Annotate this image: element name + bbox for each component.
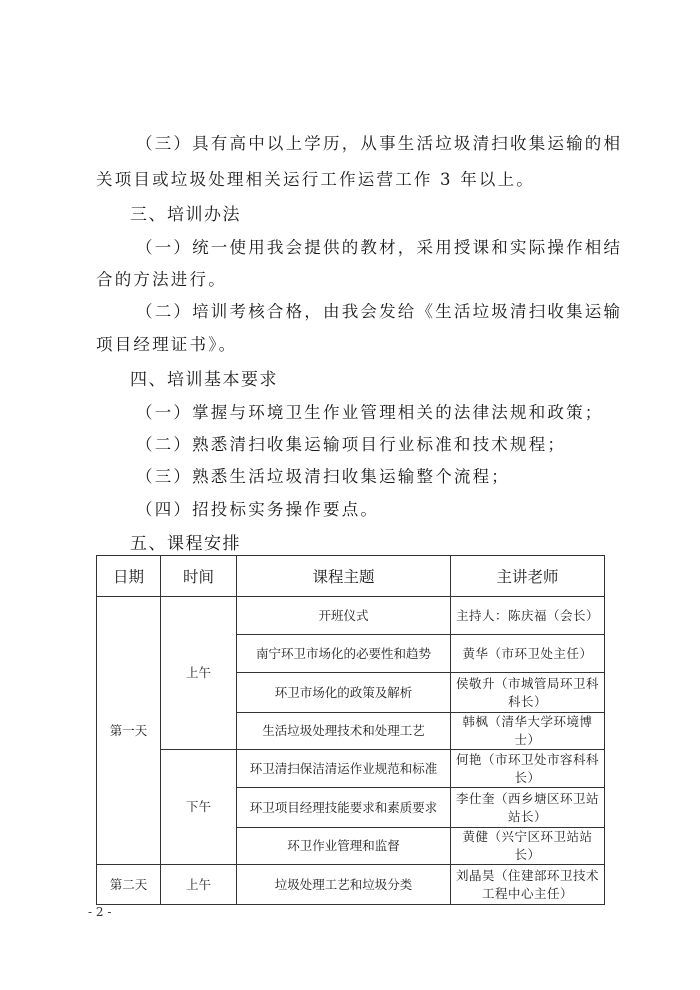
requirement-item-2: （二）熟悉清扫收集运输项目行业标准和技术规程； xyxy=(136,435,567,454)
section-heading-training-method: 三、培训办法 xyxy=(130,205,241,225)
teacher-cell: 黄健（兴宁区环卫站站长） xyxy=(451,828,605,865)
time-day1-afternoon: 下午 xyxy=(161,750,237,865)
topic-cell: 环卫市场化的政策及解析 xyxy=(237,673,451,713)
section-heading-requirements: 四、培训基本要求 xyxy=(130,370,278,390)
teacher-cell: 刘晶昊（住建部环卫技术工程中心主任） xyxy=(451,865,605,905)
paragraph-method2-line2: 项目经理证书》。 xyxy=(96,335,238,354)
topic-cell: 环卫清扫保洁清运作业规范和标准 xyxy=(237,750,451,788)
teacher-cell: 主持人：陈庆福（会长） xyxy=(451,597,605,635)
section-heading-schedule: 五、课程安排 xyxy=(130,534,241,554)
time-day1-morning: 上午 xyxy=(161,597,237,750)
teacher-cell: 黄华（市环卫处主任） xyxy=(451,635,605,673)
paragraph-method2-line1: （二）培训考核合格，由我会发给《生活垃圾清扫收集运输 xyxy=(136,302,623,321)
header-teacher: 主讲老师 xyxy=(451,556,605,597)
time-day2-morning: 上午 xyxy=(161,865,237,905)
requirement-item-3: （三）熟悉生活垃圾清扫收集运输整个流程； xyxy=(136,467,510,486)
topic-cell: 环卫作业管理和监督 xyxy=(237,828,451,865)
table-row xyxy=(97,597,605,635)
topic-cell: 环卫项目经理技能要求和素质要求 xyxy=(237,788,451,828)
table-row xyxy=(97,865,605,905)
paragraph-education-line1: （三）具有高中以上学历，从事生活垃圾清扫收集运输的相 xyxy=(136,134,623,153)
paragraph-education-line2: 关项目或垃圾处理相关运行工作运营工作 3 年以上。 xyxy=(96,170,535,189)
teacher-cell: 李仕奎（西乡塘区环卫站站长） xyxy=(451,788,605,828)
teacher-cell: 侯敬升（市城管局环卫科科长） xyxy=(451,673,605,713)
course-schedule-table xyxy=(96,555,605,905)
requirement-item-1: （一）掌握与环境卫生作业管理相关的法律法规和政策； xyxy=(136,403,604,422)
header-time: 时间 xyxy=(161,556,237,597)
header-date: 日期 xyxy=(97,556,161,597)
teacher-cell: 何艳（市环卫处市容科科长） xyxy=(451,750,605,788)
paragraph-method1-line1: （一）统一使用我会提供的教材，采用授课和实际操作相结 xyxy=(136,238,623,257)
topic-cell: 生活垃圾处理技术和处理工艺 xyxy=(237,713,451,750)
date-day2: 第二天 xyxy=(97,865,161,905)
teacher-cell: 韩枫（清华大学环境博士） xyxy=(451,713,605,750)
page-number: - 2 - xyxy=(88,905,112,919)
table-header-row xyxy=(97,556,605,597)
header-topic: 课程主题 xyxy=(237,556,451,597)
requirement-item-4: （四）招投标实务操作要点。 xyxy=(136,500,380,519)
date-day1: 第一天 xyxy=(97,597,161,865)
topic-cell: 开班仪式 xyxy=(237,597,451,635)
table-row xyxy=(97,750,605,788)
topic-cell: 垃圾处理工艺和垃圾分类 xyxy=(237,865,451,905)
topic-cell: 南宁环卫市场化的必要性和趋势 xyxy=(237,635,451,673)
paragraph-method1-line2: 合的方法进行。 xyxy=(96,270,227,289)
